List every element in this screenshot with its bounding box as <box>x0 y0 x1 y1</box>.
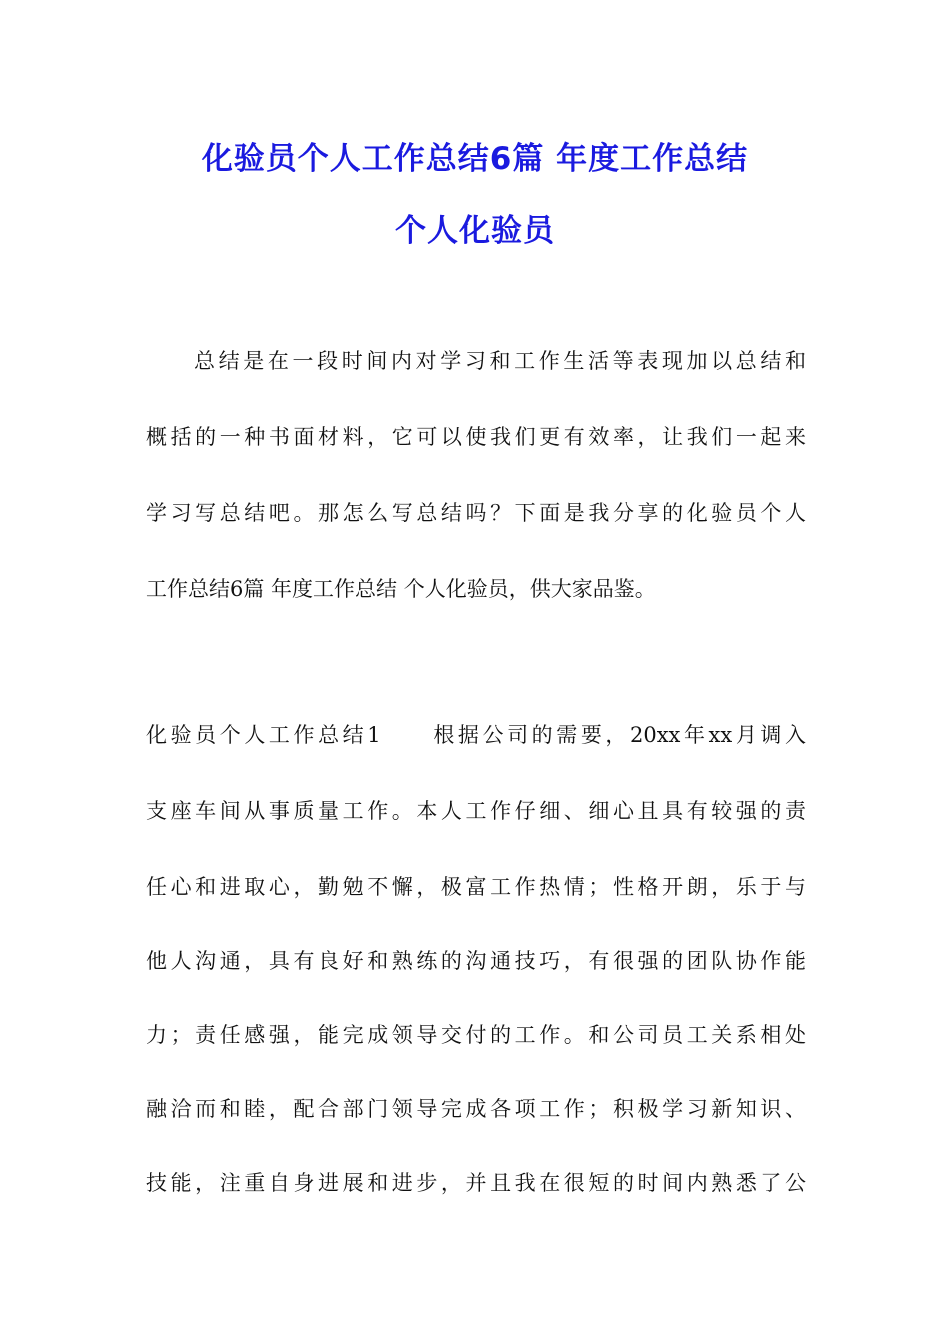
intro-line-4: 工作总结6篇 年度工作总结 个人化验员，供大家品鉴。 <box>146 577 656 601</box>
intro-line-1: 总结是在一段时间内对学习和工作生活等表现加以总结和 <box>194 349 806 373</box>
document-title-line-2: 个人化验员 <box>395 213 555 249</box>
section1-line-6: 融洽而和睦，配合部门领导完成各项工作；积极学习新知识、 <box>146 1097 806 1121</box>
section1-line-5: 力；责任感强，能完成领导交付的工作。和公司员工关系相处 <box>146 1023 806 1047</box>
section1-line-4: 他人沟通，具有良好和熟练的沟通技巧，有很强的团队协作能 <box>146 949 806 973</box>
intro-line-2: 概括的一种书面材料，它可以使我们更有效率，让我们一起来 <box>146 425 806 449</box>
section1-line-7: 技能，注重自身进展和进步，并且我在很短的时间内熟悉了公 <box>146 1171 806 1195</box>
intro-line-3: 学习写总结吧。那怎么写总结吗？下面是我分享的化验员个人 <box>146 501 806 525</box>
section1-line-1: 化验员个人工作总结1 根据公司的需要，20xx年xx月调入 <box>146 723 806 747</box>
section1-line-2: 支座车间从事质量工作。本人工作仔细、细心且具有较强的责 <box>146 799 806 823</box>
document-title-line-1: 化验员个人工作总结6篇 年度工作总结 <box>201 141 749 177</box>
section1-line-3: 任心和进取心，勤勉不懈，极富工作热情；性格开朗，乐于与 <box>146 875 806 899</box>
